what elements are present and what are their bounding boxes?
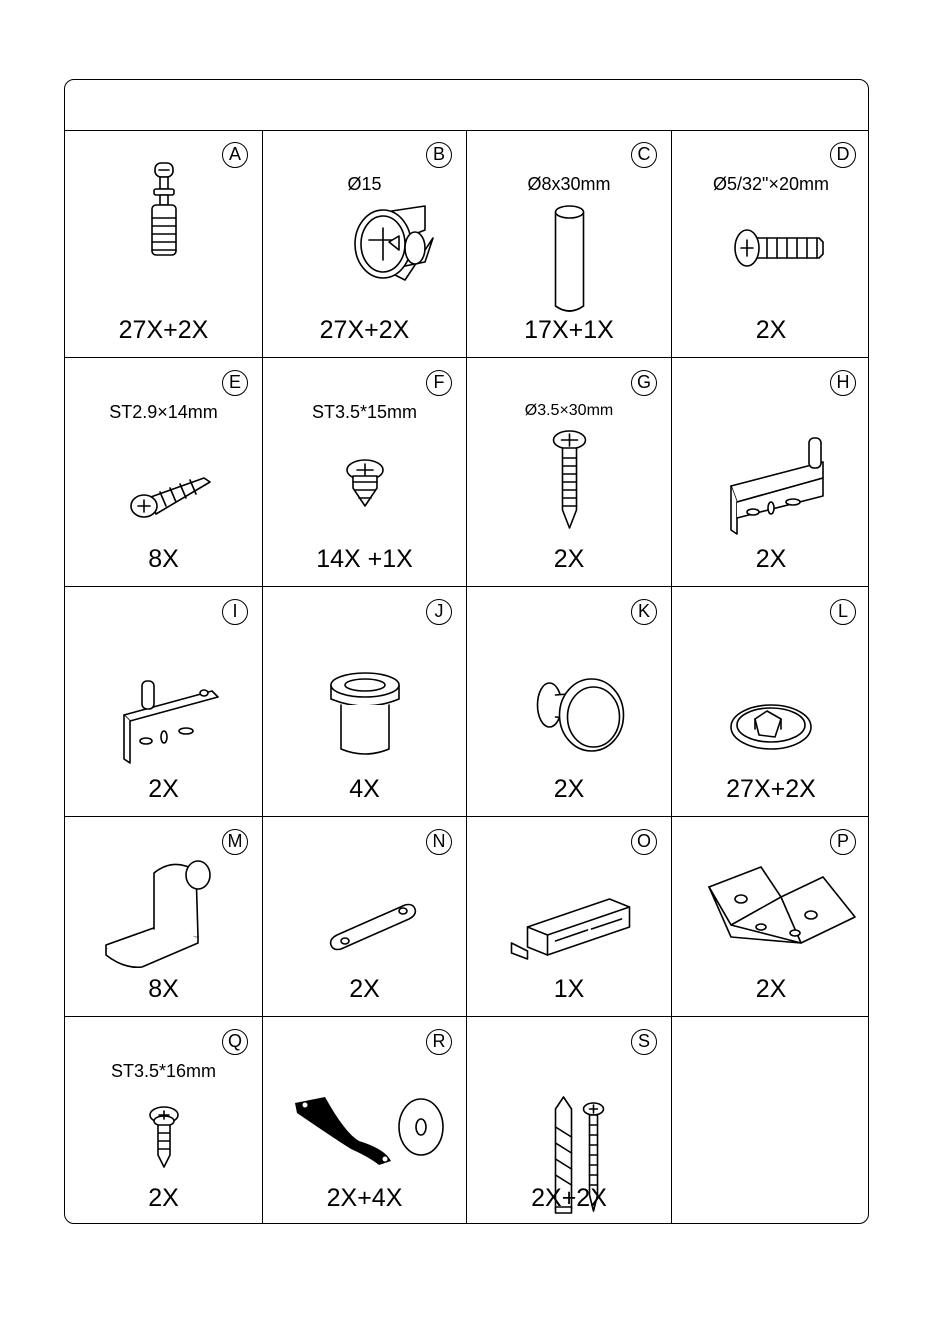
- part-quantity: 2X: [553, 775, 585, 803]
- part-spec: Ø3.5×30mm: [524, 402, 614, 419]
- part-quantity: 2X: [349, 975, 380, 1003]
- part-spec: ST3.5*16mm: [110, 1061, 217, 1081]
- part-letter-badge: O: [631, 829, 657, 855]
- part-spec: ST3.5*15mm: [311, 402, 418, 422]
- part-quantity: 17X+1X: [524, 316, 614, 344]
- part-cell-k: [467, 587, 672, 817]
- part-cell-g: [467, 358, 672, 587]
- part-cell-a: [65, 130, 263, 358]
- part-quantity: 2X: [755, 545, 787, 573]
- list-header: [65, 80, 868, 131]
- part-cell-r: [263, 1017, 467, 1224]
- hardware-parts-list: [64, 79, 869, 1224]
- part-cell-l: [672, 587, 869, 817]
- part-cell-c: [467, 130, 672, 358]
- part-cell-s: [467, 1017, 672, 1224]
- part-quantity: 1X: [553, 975, 585, 1003]
- part-letter-badge: Q: [222, 1029, 248, 1055]
- part-cell-p: [672, 817, 869, 1017]
- part-letter-badge: K: [631, 599, 657, 625]
- part-quantity: 2X: [755, 316, 787, 344]
- part-cell-q: [65, 1017, 263, 1224]
- part-cell-h: [672, 358, 869, 587]
- part-cell-o: [467, 817, 672, 1017]
- part-letter-badge: F: [426, 370, 452, 396]
- part-quantity: 2X+2X: [531, 1184, 607, 1212]
- part-quantity: 8X: [148, 545, 179, 573]
- part-quantity: 2X: [553, 545, 585, 573]
- part-letter-badge: L: [830, 599, 856, 625]
- part-quantity: 27X+2X: [319, 316, 410, 344]
- part-letter-badge: R: [426, 1029, 452, 1055]
- part-quantity: 27X+2X: [118, 316, 209, 344]
- part-letter-badge: E: [222, 370, 248, 396]
- part-letter-badge: J: [426, 599, 452, 625]
- part-cell-d: [672, 130, 869, 358]
- part-cell-n: [263, 817, 467, 1017]
- part-spec: Ø5/32"×20mm: [713, 174, 829, 194]
- part-letter-badge: D: [830, 142, 856, 168]
- part-letter-badge: N: [426, 829, 452, 855]
- part-cell-j: [263, 587, 467, 817]
- part-cell-i: [65, 587, 263, 817]
- part-cell-b: [263, 130, 467, 358]
- part-quantity: 4X: [349, 775, 380, 803]
- part-letter-badge: B: [426, 142, 452, 168]
- part-quantity: 2X: [148, 775, 179, 803]
- part-spec: Ø8x30mm: [527, 174, 611, 194]
- part-quantity: 8X: [148, 975, 179, 1003]
- part-letter-badge: G: [631, 370, 657, 396]
- part-cell-e: [65, 358, 263, 587]
- part-letter-badge: I: [222, 599, 248, 625]
- part-spec: ST2.9×14mm: [109, 402, 218, 422]
- part-quantity: 2X: [755, 975, 787, 1003]
- part-letter-badge: P: [830, 829, 856, 855]
- part-letter-badge: M: [222, 829, 248, 855]
- part-letter-badge: S: [631, 1029, 657, 1055]
- part-quantity: 2X+4X: [326, 1184, 403, 1212]
- empty-cell: [672, 1017, 869, 1224]
- part-letter-badge: A: [222, 142, 248, 168]
- part-cell-m: [65, 817, 263, 1017]
- part-letter-badge: C: [631, 142, 657, 168]
- part-cell-f: [263, 358, 467, 587]
- part-quantity: 27X+2X: [726, 775, 816, 803]
- part-quantity: 2X: [148, 1184, 179, 1212]
- part-quantity: 14X +1X: [316, 545, 413, 573]
- part-spec: Ø15: [347, 174, 382, 194]
- part-letter-badge: H: [830, 370, 856, 396]
